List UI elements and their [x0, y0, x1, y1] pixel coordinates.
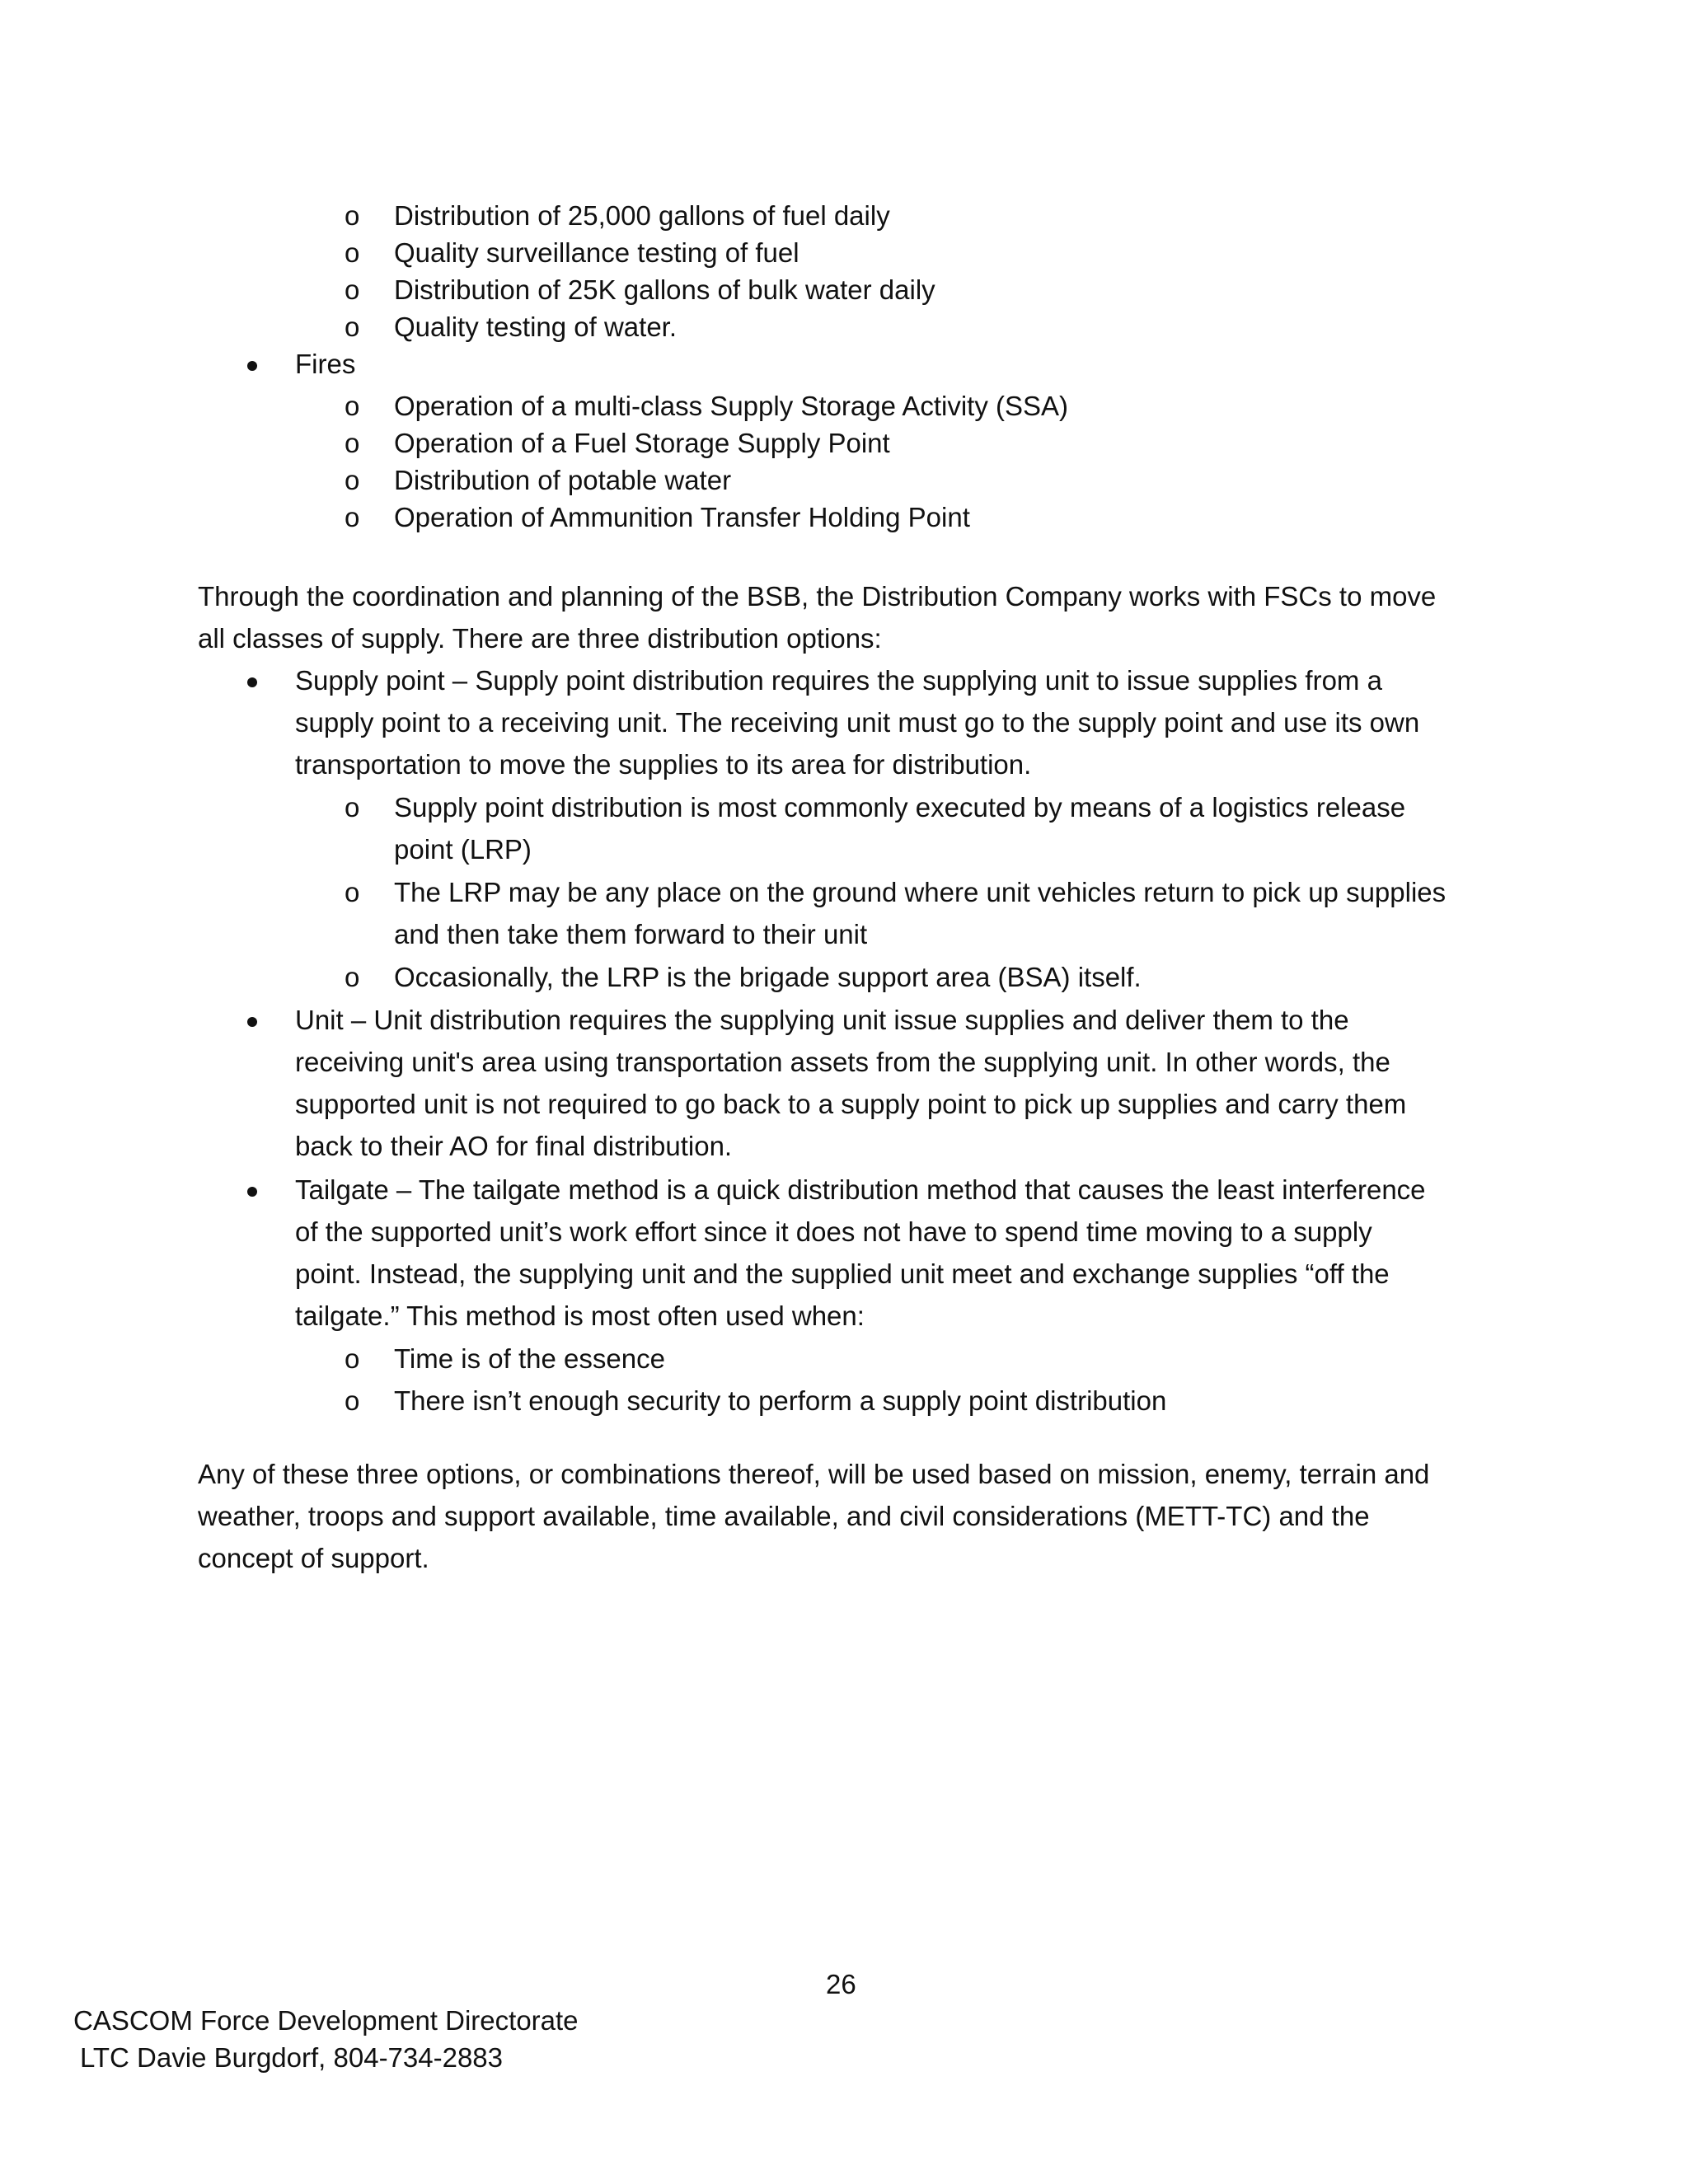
sub-bullet-marker: o	[345, 877, 360, 907]
sub-bullet-marker: o	[345, 1343, 360, 1374]
sub-bullet-marker: o	[345, 391, 360, 421]
paragraph-line: weather, troops and support available, time available, and civil considerations (METT-TC) and the	[198, 1501, 1370, 1531]
list-item-line: back to their AO for final distribution.	[295, 1131, 733, 1161]
bullet-disc	[247, 677, 257, 687]
list-item-line: Supply point distribution is most commonly executed by means of a logistics release	[394, 792, 1406, 823]
list-item: Operation of Ammunition Transfer Holding Point	[394, 502, 970, 532]
list-item-line: receiving unit's area using transportation assets from the supplying unit. In other words, the	[295, 1047, 1390, 1077]
list-item: Operation of a multi-class Supply Storage Activity (SSA)	[394, 391, 1069, 421]
list-item: Distribution of 25K gallons of bulk water daily	[394, 274, 935, 305]
list-item-line: Occasionally, the LRP is the brigade support area (BSA) itself.	[394, 962, 1142, 992]
paragraph-line: all classes of supply. There are three distribution options:	[198, 623, 882, 654]
bullet-disc	[247, 1017, 257, 1027]
sub-bullet-marker: o	[345, 274, 360, 305]
sub-bullet-marker: o	[345, 962, 360, 992]
bullet-disc	[247, 1187, 257, 1197]
list-item: Quality testing of water.	[394, 312, 678, 342]
list-item-line: point (LRP)	[394, 834, 532, 865]
paragraph-line: concept of support.	[198, 1543, 429, 1573]
list-item-line: and then take them forward to their unit	[394, 919, 868, 949]
list-item-line: supply point to a receiving unit. The receiving unit must go to the supply point and use its own	[295, 707, 1420, 738]
list-item-line: The LRP may be any place on the ground where unit vehicles return to pick up supplies	[394, 877, 1447, 907]
sub-bullet-marker: o	[345, 502, 360, 532]
sub-bullet-marker: o	[345, 237, 360, 268]
list-item-line: transportation to move the supplies to its area for distribution.	[295, 749, 1032, 780]
list-item-line: tailgate.” This method is most often used when:	[295, 1301, 865, 1331]
list-item-line: of the supported unit’s work effort since it does not have to spend time moving to a supply	[295, 1216, 1372, 1247]
list-item: Distribution of potable water	[394, 465, 732, 495]
list-item: Operation of a Fuel Storage Supply Point	[394, 428, 890, 458]
sub-bullet-marker: o	[345, 465, 360, 495]
list-item-line: Tailgate – The tailgate method is a quick distribution method that causes the least interference	[295, 1174, 1426, 1205]
footer-org: CASCOM Force Development Directorate	[73, 2005, 579, 2036]
paragraph-line: Through the coordination and planning of the BSB, the Distribution Company works with FSCs to move	[198, 581, 1437, 612]
sub-bullet-marker: o	[345, 792, 360, 823]
list-item: Quality surveillance testing of fuel	[394, 237, 799, 268]
sub-bullet-marker: o	[345, 428, 360, 458]
list-item-line: supported unit is not required to go back to a supply point to pick up supplies and carry them	[295, 1089, 1407, 1119]
list-item-line: Supply point – Supply point distribution requires the supplying unit to issue supplies from a	[295, 665, 1382, 696]
list-item-line: Unit – Unit distribution requires the supplying unit issue supplies and deliver them to the	[295, 1005, 1349, 1035]
list-item: Distribution of 25,000 gallons of fuel daily	[394, 200, 890, 231]
list-item-fires: Fires	[295, 349, 356, 379]
list-item-line: There isn’t enough security to perform a supply point distribution	[394, 1385, 1167, 1416]
paragraph-line: Any of these three options, or combinations thereof, will be used based on mission, enemy, terrain and	[198, 1459, 1430, 1489]
bullet-disc	[247, 361, 257, 371]
page-number: 26	[826, 1969, 856, 1999]
sub-bullet-marker: o	[345, 1385, 360, 1416]
list-item-line: Time is of the essence	[394, 1343, 665, 1374]
sub-bullet-marker: o	[345, 312, 360, 342]
list-item-line: point. Instead, the supplying unit and the supplied unit meet and exchange supplies “off the	[295, 1258, 1390, 1289]
sub-bullet-marker: o	[345, 200, 360, 231]
footer-contact: LTC Davie Burgdorf, 804-734-2883	[80, 2042, 504, 2073]
